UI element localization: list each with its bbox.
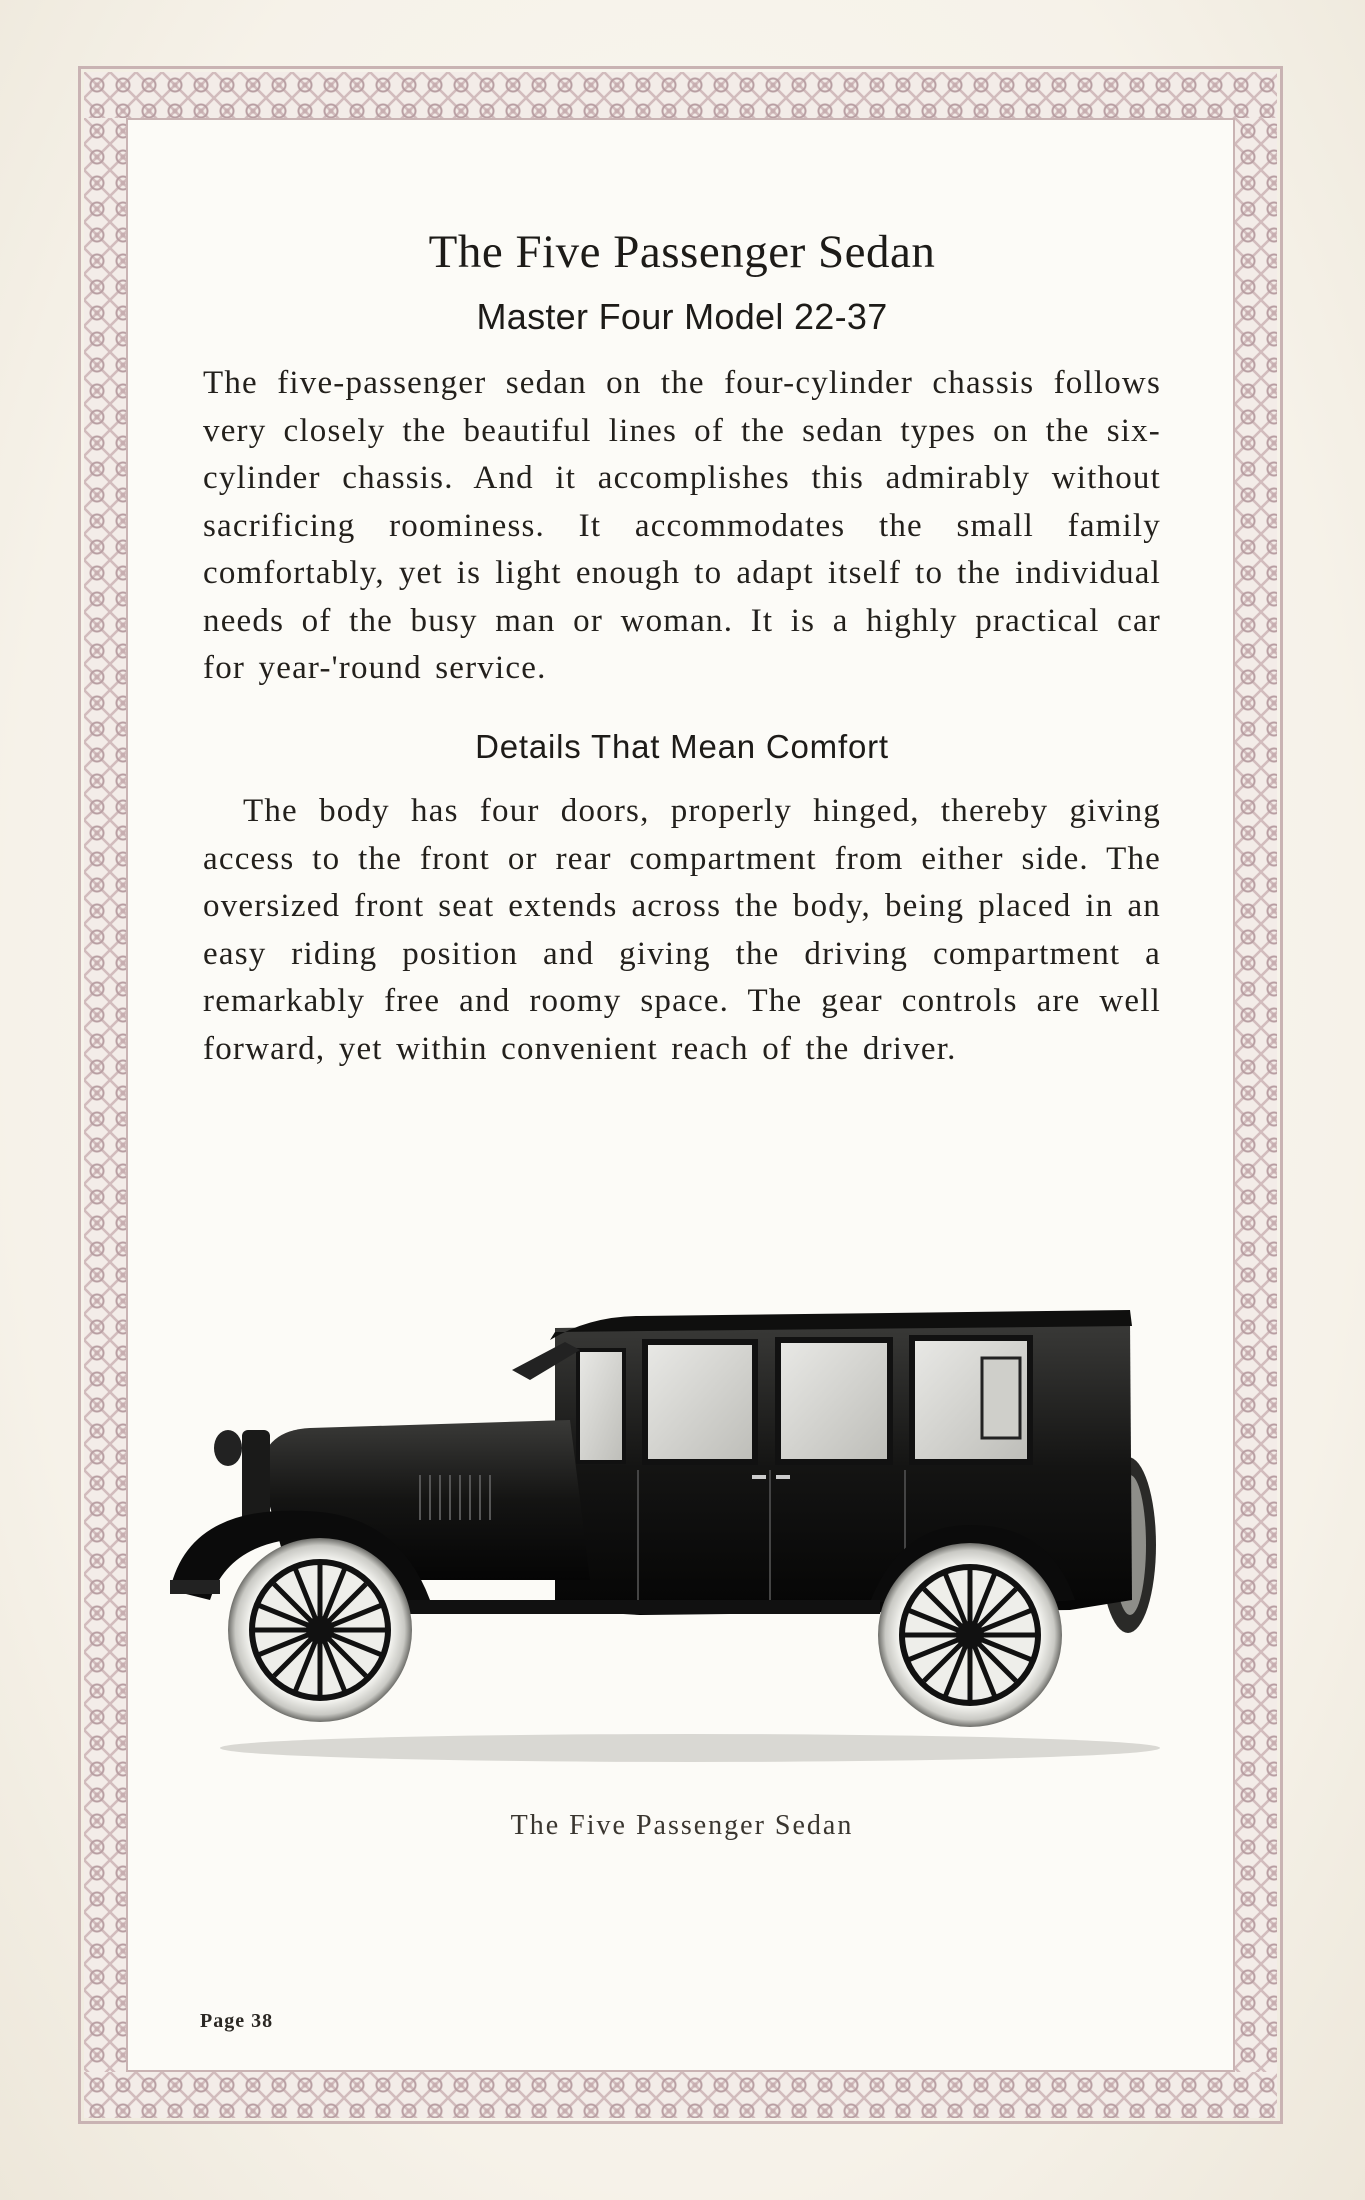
ornamental-border-left	[84, 118, 126, 2072]
headlamp	[214, 1430, 242, 1466]
ornamental-border-top	[84, 72, 1277, 118]
page-title: The Five Passenger Sedan	[428, 226, 936, 278]
model-subtitle: Master Four Model 22-37	[476, 296, 888, 338]
running-board	[400, 1600, 880, 1614]
window-2	[645, 1342, 755, 1462]
sedan-photo	[170, 1280, 1180, 1800]
section-heading: Details That Mean Comfort	[475, 727, 889, 765]
window-3	[778, 1340, 890, 1462]
door-handle	[752, 1475, 766, 1479]
page-number: Page 38	[200, 2010, 274, 2032]
ornamental-border-bottom	[84, 2072, 1277, 2118]
intro-paragraph: The five-passenger sedan on the four-cylinder chassis follows very closely the beautiful lines of the sedan types on the six-cylinder chassis. And it accomplishes this admirably without sacrificing roominess. It accommodates the small family comfortably, yet is light enough to adapt itself to the individual needs of the busy man or woman. It is a highly practical car for year-'round service.	[203, 365, 1161, 687]
front-wheel	[228, 1538, 412, 1722]
window-front	[578, 1350, 624, 1462]
comfort-paragraph: The body has four doors, properly hinged, thereby giving access to the front or rear compartment from either side. The oversized front seat extends across the body, being placed in an easy riding position and giving the driving compartment a remarkably free and roomy space. The gear controls are well forward, yet within convenient reach of the driver.	[203, 793, 1161, 1067]
rear-wheel	[878, 1543, 1062, 1727]
photo-caption: The Five Passenger Sedan	[510, 1810, 854, 1841]
page-content	[203, 225, 1161, 1073]
ornamental-border-right	[1235, 118, 1277, 2072]
ground-shadow	[220, 1734, 1160, 1762]
